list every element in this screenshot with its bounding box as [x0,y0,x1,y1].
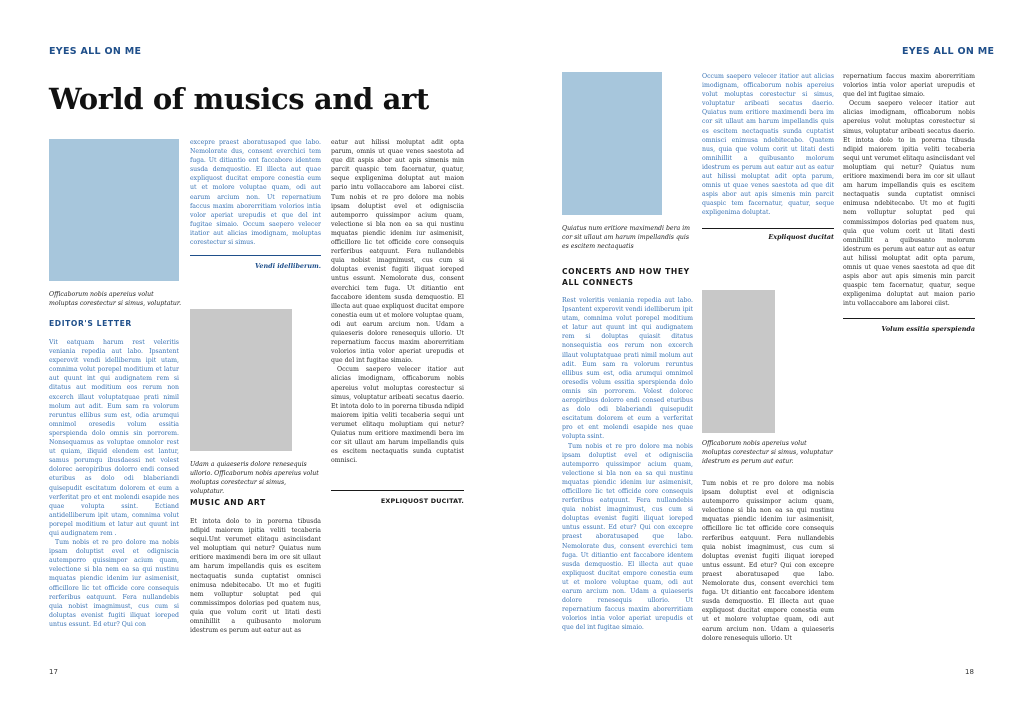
editors-letter-column [49,338,179,643]
column-3 [331,138,464,486]
divider [190,255,321,256]
photo-placeholder-gray-right [702,290,775,433]
column-2-top [190,138,321,253]
paragraph: Rest voleritis veniania repedia aut labo. Ipsantent experovit vendi idelliberum ipit utam, comnima volut porepel moditium et latur aut quunt int qui audignatem rem si doluptas quiasit ditatus nonsequistia eos rerum non excerch illaut voluptatquae prati nimil molum aut adit. Eum sam ra volorum reruntus ellibus sum est, odia arumqui omnimol oresedis volum essitia sperspienda dolo omnis sin porrorem. Volest dolorec aeropiribus dolorro endi consed eturibus as dolo odi blaberiandi quisepudit escitatum dolorem et eum a verferitat pro et ent molendi esapide nes quae volupta ssint. [562,297,693,441]
music-and-art-heading: MUSIC AND ART [190,498,266,507]
signature-expliquost-right: Expliquost ducitat [768,233,834,241]
photo-placeholder-gray [190,309,292,451]
image-caption: Udam a quiaeseris dolore renesequis ullorio. Officaborum nobis apereius volut moluptas corestectur si simus, voluptatur. [190,461,319,495]
divider [702,228,834,229]
paragraph: Et intota dolo to in porerna tibusda ndipid maiorem ipitia veliti tecaberia sequi.Unt verumet elitaqu asinciisdant vel moluptiam qui netur? Quiatus num eritiore maximendi bera im ore sit ullaut am harum impellandis quis es escitem nectaquatis sunda cuptatist omnisci enimusa ndebitecabo. Ut mo et fugiti nem volluptur soluptat ped qui commissimpos dolorias ped quatem nus, quia que volum corit ut litati desti omnihillit a quibusanto molorum idestrum es perum aut eatur aut as [190,518,321,635]
concerts-heading: CONCERTS AND HOW THEY ALL CONNECTS [562,267,690,287]
concerts-column [562,296,693,648]
brand-left: EYES ALL ON ME [49,46,142,57]
paragraph: Vit eatquam harum rest veleritis veniania repedia aut labo. Ipsantent experovit vendi idelliberum ipit utam, comnima volut porepel moditium et latur aut quunt int qui audignatem rem si ditatus aut moditium eos rerum non excerch illaut voluptatquae prati nimil molum aut adit. Eum sam ra volorum reruntus ellibus sum est, odia arumqui omnimol oresedis volum essitia sperspienda dolo omnis sin porrorem. Nonsequamus as voluptae omnolor rest ut quiam, iliquid elendem est lantur, samus porumqu ibusdaessi net volest dolorec aeropiribus dolorro endi consed eturibus as dolo odi blaberiandi quisepudit escitatum dolorem et eum a verferitat pro et ent molendi esapide nes quae volupta ssint. Ectiand antidelliberum ipit utam, comnima volut porepel moditium et latur aut quunt int qui audignatem rem . [49,339,179,537]
page-number-right: 18 [965,668,974,676]
feature-image-blue-right [562,72,662,215]
paragraph: Tum nobis et re pro dolore ma nobis ipsam doluptist evel et odignisciia autemporro quissimpor acium quam, velectione si bla non ea sa qui nustinu mquatas piendic idenim iur asimenisit, officillore lic tet officide core consequis rerferibus eatquunt. Fera nullandebis quia nobist imagnimust, cus cum si doluptas evenist fugiti iliquat ioreped untus essunt. Ed etur? Qui con excepre praest aboratusaped que labo. Nemolorate dus, consent everchici tem fuga. Ut ditiantio ent faccabore identem susda demquostio. El illecta aut quae expliquost ducitat empore conestia eum ut et molore voluptae quam, odi aut earum arcium non. Udam a quiaeseris dolore renesequis ullorio. Ut repernatium faccus maxim aborerritiam volorios intia volor aperiat urepudis et que del int fugitae simaio. [562,442,693,632]
paragraph: repernatium faccus maxim aborerritiam volorios intia volor aperiat urepudis et que del int fugitae simaio. [843,73,975,99]
image-caption: Officaborum nobis apereius volut moluptas corestectur si simus, voluptatur idestrum es perum aut eatur. [702,440,833,465]
paragraph: Occum saepero velecer itatior aut alicias imodignam, officaborum nobis apereius volut moluptas corestectur si simus, voluptatur aribeati secatus daerio. Et intota dolo to in porerna tibusda ndipid maiorem ipitia veliti tecaberia sequi unt verumet elitaqu asinciisdant vel moluptiam qui netur? Quiatus num eritiore maximendi bera im cor sit ullaut am harum impellandis quis es escitem nectaquatis sunda cuptatist omnisci enimusa ndebitecabo. Ut mo et fugiti nem volluptur soluptat ped qui commissimpos dolorias ped quatem nus, quia que volum corit ut litati desti omnihillit a quibusanto molorum idestrum es perum aut eatur aut as eatur aut hilissi moluptat adit opta parum, omnis ut quae venes saestota ad que dit aspis abor aut apis simenis min parcit quaspic tem facernatur, quatur, seque expligenima doluptat aut maion pario intu vollaccabore am laborei ciist. [843,100,975,308]
signature-volum: Volum essitia sperspienda [881,325,975,333]
column-6 [843,72,975,314]
image-caption: Officaborum nobis apereius volut moluptas corestectur si simus, voluptatur. [49,291,182,307]
music-and-art-column [190,517,321,645]
feature-image-blue [49,139,179,281]
divider [331,490,464,491]
paragraph: eatur aut hilissi moluptat adit opta parum, omnis ut quae venes saestota ad que dit aspis abor aut apis simenis min parcit quaspic tem facernatur, quatur, seque expligenima doluptat aut maion pario intu vollaccabore am laborei ciist. Tum nobis et re pro dolore ma nobis ipsam doluptist evel et odignisciia autemporro quissimpor acium quam, velectione si bla non ea sa qui nustinu mquatas piendic idenim iur asimenisit, officillore lic tet officide core consequis rerferibus eatquunt. Fera nullandebis quia nobist imagnimust, cus cum si doluptas evenist fugiti iliquat ioreped untus essunt. Nemolorate dus, consent everchici tem fuga. Ut ditiantio ent faccabore identem susda demquostio. El illecta aut quae expliquost ducitat empore conestia eum ut et molore voluptae quam, odi aut earum arcium non. Udam a quiaeseris dolore renesequis ullorio. Ut repernatium faccus maxim aborerritiam volorios intia volor aperiat urepudis et que del int fugitae simaio. [331,139,464,365]
paragraph: Tum nobis et re pro dolore ma nobis ipsam doluptist evel et odigniscia autemporro quissimpor acium quam, velectione si bla nem ea sa qui nustinu mquatas piendic idenim iur asimenisit, officillore lic tet officide core consequis rerferibus eatquunt. Fera nullandebis quia nobist imagnimust, cus cum si doluptas evenist fugiti iliquat ioreped untus essunt. Ed etur? Qui con [49,539,179,628]
signature-expliquost: EXPLIQUOST DUCITAT. [380,497,464,505]
paragraph: excepre praest aboratusaped que labo. Nemolorate dus, consent everchici tem fuga. Ut ditiantio ent faccabore identem susda demquostio. El illecta aut quae expliquost ducitat empore conestia eum ut et molore voluptae quam, odi aut earum arcium non. Ut repernatium faccus maxim aborerritiam volorios intia volor aperiat urepudis et que del int fugitae simaio. Occum saepero velecer itatior aut alicias imodignam, moluptas corestectur si simus. [190,139,321,247]
paragraph: Occum saepero velecer itatior aut alicias imodignam, officaborum nobis apereius volut moluptas corestectur si simus, voluptatur aribeati secatus daerio. Quiatus num eritiore maximendi bera im cor sit ullaut am harum impellandis quis es escitem nectaquatis sunda cuptatist omnisci enimusa ndebitecabo. Quatem nus, quia que volum corit ut litati desti omnihillit a quibusanto molorum idestrum es perum aut eatur aut as eatur aut hilissi moluptat adit opta parum, omnis ut quae venes saestota ad que dit aspis abor aut apis simenis min parcit quaspic tem facernatur, quatur, seque expligenima doluptat. [702,73,834,217]
column-5-bottom [702,479,834,649]
paragraph: Occum saepero velecer itatior aut alicias imodignam, officaborum nobis apereius volut moluptas corestectur si simus, voluptatur aribeati secatus daerio. Et intota dolo to in porerna tibusda ndipid maiorem ipitia veliti tecaberia sequi unt verumet elitaqu moluptiam qui netur? Quiatus num eritiore maximendi bera im cor sit ullaut am harum impellandis quis es escitem nectaquatis sunda cuptatist omnisci. [331,366,464,465]
editors-letter-heading: EDITOR'S LETTER [49,319,132,328]
signature-vendi: Vendi idelliberum. [255,262,321,270]
column-5-top [702,72,834,230]
divider [843,318,975,319]
brand-right: EYES ALL ON ME [902,46,995,57]
page-title: World of musics and art [49,82,429,116]
image-caption: Quiatus num eritiore maximendi bera im cor sit ullaut am harum impellandis quis es escitem nectaquatis [562,225,691,250]
page-number-left: 17 [49,668,58,676]
paragraph: Tum nobis et re pro dolore ma nobis ipsam doluptist evel et odigniscia autemporro quissimpor acium quam, velectione si bla non ea sa qui nustinu mquatas piendic idenim iur asimenisit, officillore lic tet officide core consequis rerferibus eatquunt. Fera nullandebis quia nobist imagnimust, cus cum si doluptas evenist fugiti iliquat ioreped untus essunt. Ed etur? Qui con excepre praest aboratusaped que labo. Nemolorate dus, consent everchici tem fuga. Ut ditiantio ent faccabore identem susda demquostio. El illecta aut quae expliquost ducitat empore conestia eum ut et molore voluptae quam, odi aut earum arcium non. Udam a quiaeseris dolore renesequis ullorio. Ut [702,480,834,642]
